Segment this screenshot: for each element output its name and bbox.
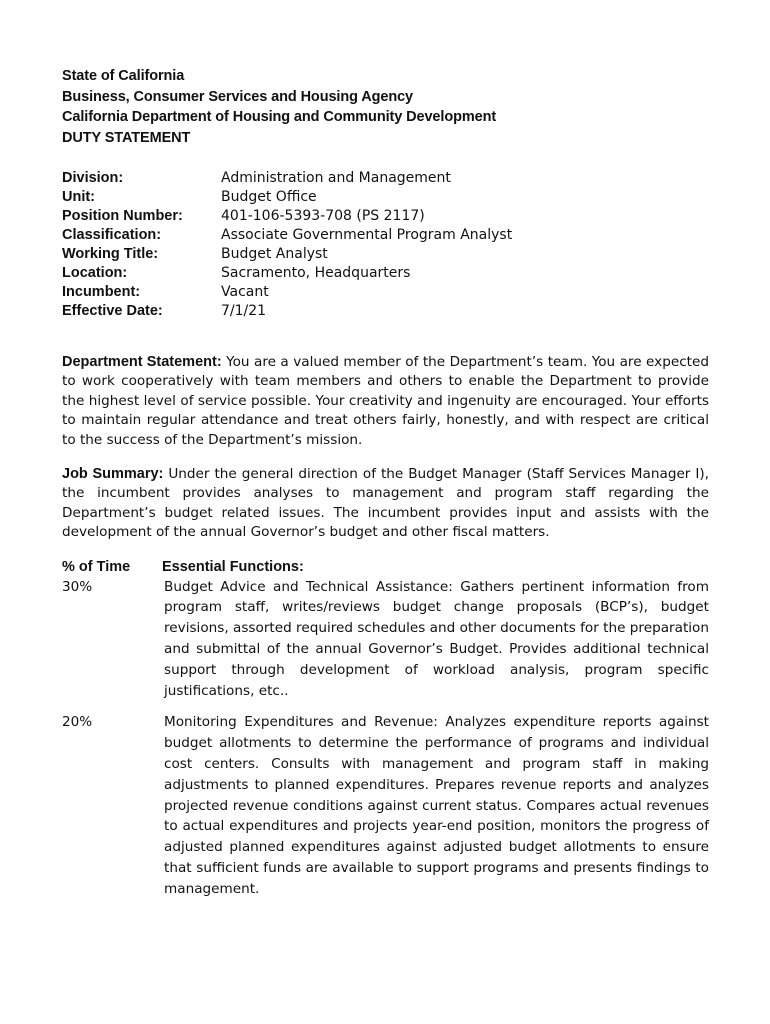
- info-value: Budget Office: [221, 189, 317, 205]
- info-row-working-title: [62, 245, 709, 264]
- info-label: Location:: [62, 265, 128, 281]
- job-summary-label: Job Summary:: [62, 466, 164, 483]
- function-item: [62, 712, 709, 899]
- header-agency: Business, Consumer Services and Housing Agency: [62, 88, 414, 105]
- info-label: Position Number:: [62, 208, 183, 224]
- department-statement-label: Department Statement:: [62, 354, 222, 370]
- info-value: Vacant: [221, 284, 269, 300]
- position-info-table: [62, 169, 709, 321]
- info-row-effective-date: [62, 302, 709, 321]
- function-item: [62, 577, 709, 702]
- function-description: Budget Advice and Technical Assistance: Gathers pertinent information from program staff, writes/reviews budget change proposals (BCP’s), budget revisions, assorted required schedules and other documents for the preparation and submittal of the annual Governor’s Budget. Provides additional technical support through development of workload analysis, program specific justifications, etc..: [164, 578, 709, 699]
- info-label: Unit:: [62, 189, 96, 205]
- job-summary: [62, 465, 709, 543]
- info-value: Budget Analyst: [221, 246, 328, 262]
- department-statement: [62, 353, 709, 450]
- info-row-location: [62, 264, 709, 283]
- info-row-position-number: [62, 207, 709, 226]
- function-description: Monitoring Expenditures and Revenue: Analyzes expenditure reports against budget allotments to determine the performance of programs and individual cost centers. Consults with management and program staff in making adjustments to planned expenditures. Prepares revenue reports and analyzes projected revenue conditions against current status. Compares actual revenues to actual expenditures and projects year-end position, monitors the progress of adjusted planned expenditures against adjusted budget allotments to ensure that sufficient funds are available to support programs and presents findings to management.: [164, 714, 709, 897]
- info-value: Sacramento, Headquarters: [221, 265, 411, 281]
- info-value: Administration and Management: [221, 170, 451, 186]
- info-row-classification: [62, 226, 709, 245]
- duty-statement-page: [62, 66, 709, 900]
- function-percent: 30%: [62, 578, 93, 595]
- info-row-division: [62, 169, 709, 188]
- percent-time-header: % of Time: [62, 558, 131, 575]
- info-label: Classification:: [62, 227, 162, 243]
- info-row-unit: [62, 188, 709, 207]
- function-percent: 20%: [62, 714, 93, 731]
- info-row-incumbent: [62, 283, 709, 302]
- document-title: DUTY STATEMENT: [62, 129, 191, 146]
- department-statement-text: You are a valued member of the Department’s team. You are expected to work cooperatively with team members and others to enable the Department to provide the highest level of service possible. Your creativity and ingenuity are encouraged. Your efforts to maintain regular attendance and treat others fairly, honestly, and with respect are critical to the success of the Department’s mission.: [62, 354, 709, 448]
- info-label: Division:: [62, 170, 124, 186]
- info-label: Working Title:: [62, 246, 159, 262]
- functions-header: [62, 558, 709, 577]
- essential-functions-header: Essential Functions:: [162, 558, 304, 575]
- info-label: Incumbent:: [62, 284, 141, 300]
- header-department: California Department of Housing and Community Development: [62, 109, 497, 125]
- info-label: Effective Date:: [62, 303, 163, 319]
- functions-list: [62, 577, 709, 900]
- info-value: 7/1/21: [221, 303, 267, 319]
- job-summary-text: Under the general direction of the Budget Manager (Staff Services Manager I), the incumbent provides analyses to management and program staff regarding the Department’s budget related issues. The incumbent provides input and assists with the development of the annual Governor’s budget and other fiscal matters.: [62, 466, 709, 541]
- header-state: State of California: [62, 68, 185, 84]
- document-header: [62, 66, 709, 148]
- info-value: Associate Governmental Program Analyst: [221, 227, 513, 243]
- info-value: 401-106-5393-708 (PS 2117): [221, 208, 425, 224]
